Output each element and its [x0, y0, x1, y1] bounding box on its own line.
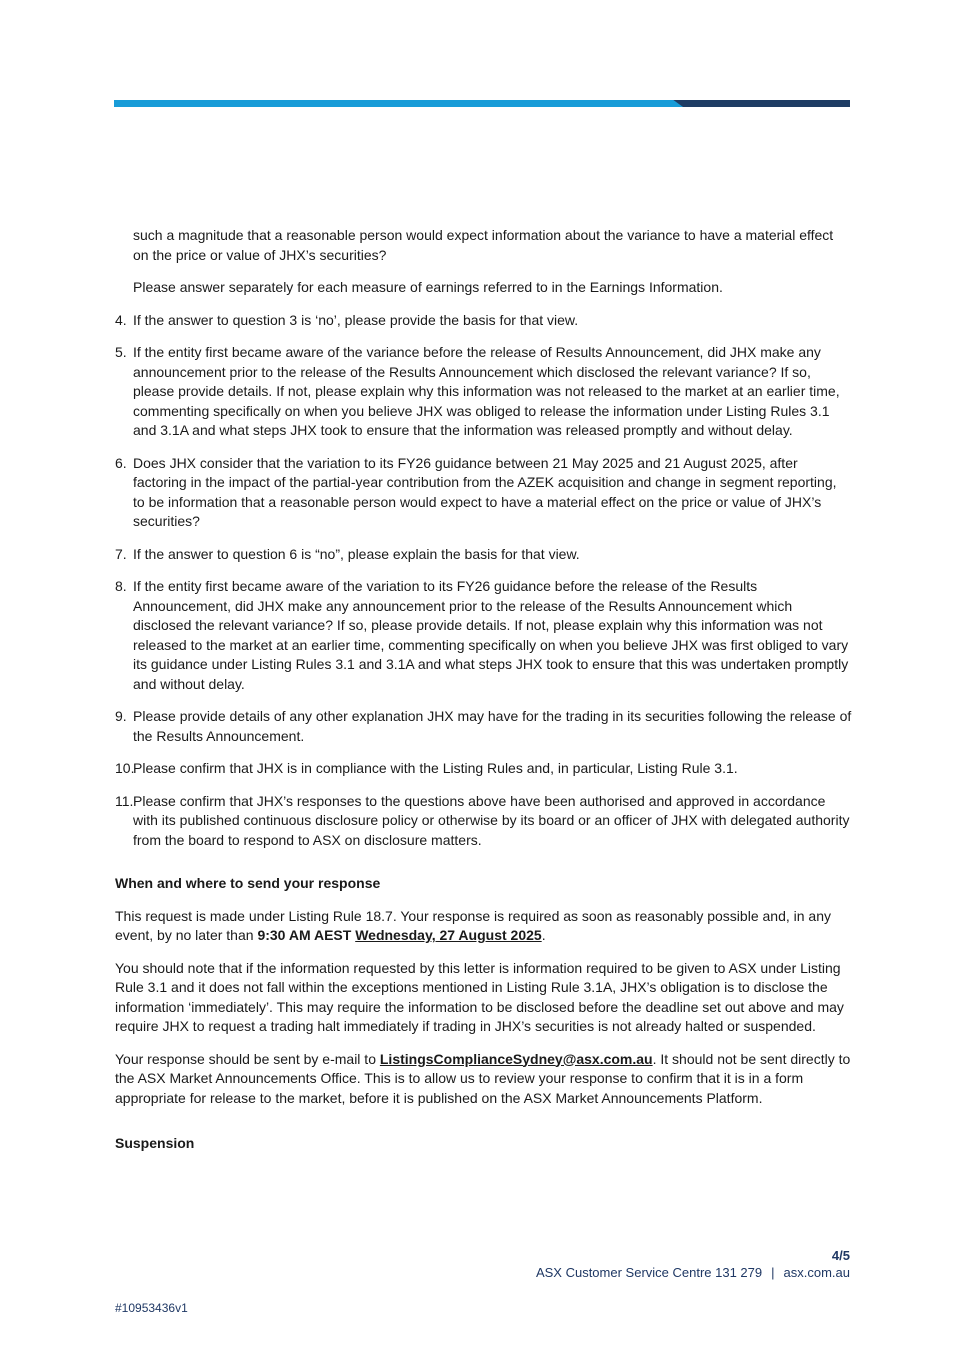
question-item-7 [115, 545, 852, 565]
footer-service-centre: ASX Customer Service Centre 131 279 [535, 1265, 763, 1280]
letter-body [115, 226, 852, 1167]
question-text: Please confirm that JHX’s responses to the questions above have been authorised and approved in accordance with its published continuous disclosure policy or otherwise by its board or an officer of JHX with delegated authority from the board to respond to ASX on disclosure matters. [133, 792, 850, 848]
brand-bar [114, 100, 850, 107]
footer-website: asx.com.au [783, 1265, 850, 1280]
question-number: 4. [115, 311, 127, 328]
question-item-4 [115, 311, 852, 331]
question-number: 11. [115, 792, 134, 809]
email-instruction-post: . It should not be sent directly to the ASX Market Announcements Office. This is to allow us to review your response to confirm that it is in a form appropriate for release to the market, before it is published on the ASX Market Announcements Platform. [115, 1050, 851, 1106]
question-text: Does JHX consider that the variation to its FY26 guidance between 21 May 2025 and 21 August 2025, after factoring in the impact of the partial-year contribution from the AZEK acquisition and change in segment reporting, to be information that a reasonable person would expect to have a material effect on the price or value of JHX’s securities? [133, 454, 837, 529]
question-text: If the answer to question 6 is “no”, please explain the basis for that view. [133, 545, 580, 562]
question-item-6 [115, 454, 852, 532]
deadline-period: . [541, 927, 546, 943]
footer-divider: | [771, 1265, 775, 1280]
question-text: Please confirm that JHX is in compliance with the Listing Rules and, in particular, Listing Rule 3.1. [133, 760, 738, 776]
response-deadline-paragraph [115, 907, 852, 946]
question-item-8 [115, 577, 852, 694]
question-number: 9. [115, 708, 127, 724]
email-instruction-pre: Your response should be sent by e-mail to [115, 1050, 380, 1067]
suspension-heading: Suspension [115, 1135, 195, 1151]
deadline-text: This request is made under Listing Rule 18.7. Your response is required as soon as reasonably possible and, in any event, by no later than [115, 907, 831, 943]
brand-bar-dark-segment [673, 100, 850, 107]
question3-note: Please answer separately for each measure of earnings referred to in the Earnings Information. [133, 279, 723, 295]
question-text: Please provide details of any other explanation JHX may have for the trading in its securities following the release of the Results Announcement. [133, 708, 852, 744]
question-number: 5. [115, 344, 127, 360]
question-text: If the entity first became aware of the variance before the release of Results Announcement, did JHX make any announcement prior to the release of the Results Announcement which disclosed the relevant variance? If so, please provide details. If not, please explain why this information was not released to the market at an earlier time, commenting specifically on when you believe JHX was obliged to release the information under Listing Rules 3.1 and 3.1A and what steps JHX took to ensure that the information was released promptly and without delay. [133, 344, 840, 438]
page-footer [115, 1247, 850, 1281]
question-number: 8. [115, 578, 127, 594]
compliance-email-link[interactable]: ListingsComplianceSydney@asx.com.au [379, 1050, 653, 1067]
email-instruction-paragraph [115, 1050, 852, 1109]
when-where-heading: When and where to send your response [115, 875, 381, 891]
question-text: If the answer to question 3 is ‘no’, please provide the basis for that view. [133, 311, 579, 328]
disclosure-obligation-paragraph: You should note that if the information requested by this letter is information required to be given to ASX under Listing Rule 3.1 and it does not fall within the exceptions mentioned in Listing Rule 3.1A, JHX’s obligation is to disclose the information ‘immediately’. This may require the information to be disclosed before the deadline set out above and may require JHX to request a trading halt immediately if trading in JHX’s securities is not already halted or suspended. [115, 959, 844, 1034]
question-item-11 [115, 792, 852, 851]
question-item-9 [115, 707, 852, 746]
question-number: 6. [115, 454, 127, 471]
page-number: 4/5 [831, 1248, 850, 1263]
deadline-date: Wednesday, 27 August 2025 [355, 927, 542, 943]
question-text: If the entity first became aware of the variation to its FY26 guidance before the release of the Results Announcement, did JHX make any announcement prior to the release of the Results Announcement which disclosed the relevant variance? If so, please provide details. If not, please explain why this information was not released to the market at an earlier time, commenting specifically on when you believe JHX was first obliged to vary its guidance under Listing Rules 3.1 and 3.1A and what steps JHX took to ensure that this was undertaken promptly and without delay. [133, 578, 849, 692]
deadline-time: 9:30 AM AEST [257, 927, 356, 943]
question3-continuation: such a magnitude that a reasonable person would expect information about the variance to have a material effect on the price or value of JHX’s securities? [133, 227, 834, 263]
question-item-5 [115, 343, 852, 441]
question-number: 10. [115, 760, 135, 776]
question-item-10 [115, 759, 852, 779]
question-number: 7. [115, 545, 127, 562]
footer-contact-line [115, 1264, 850, 1281]
document-reference-number: #10953436v1 [115, 1301, 188, 1315]
